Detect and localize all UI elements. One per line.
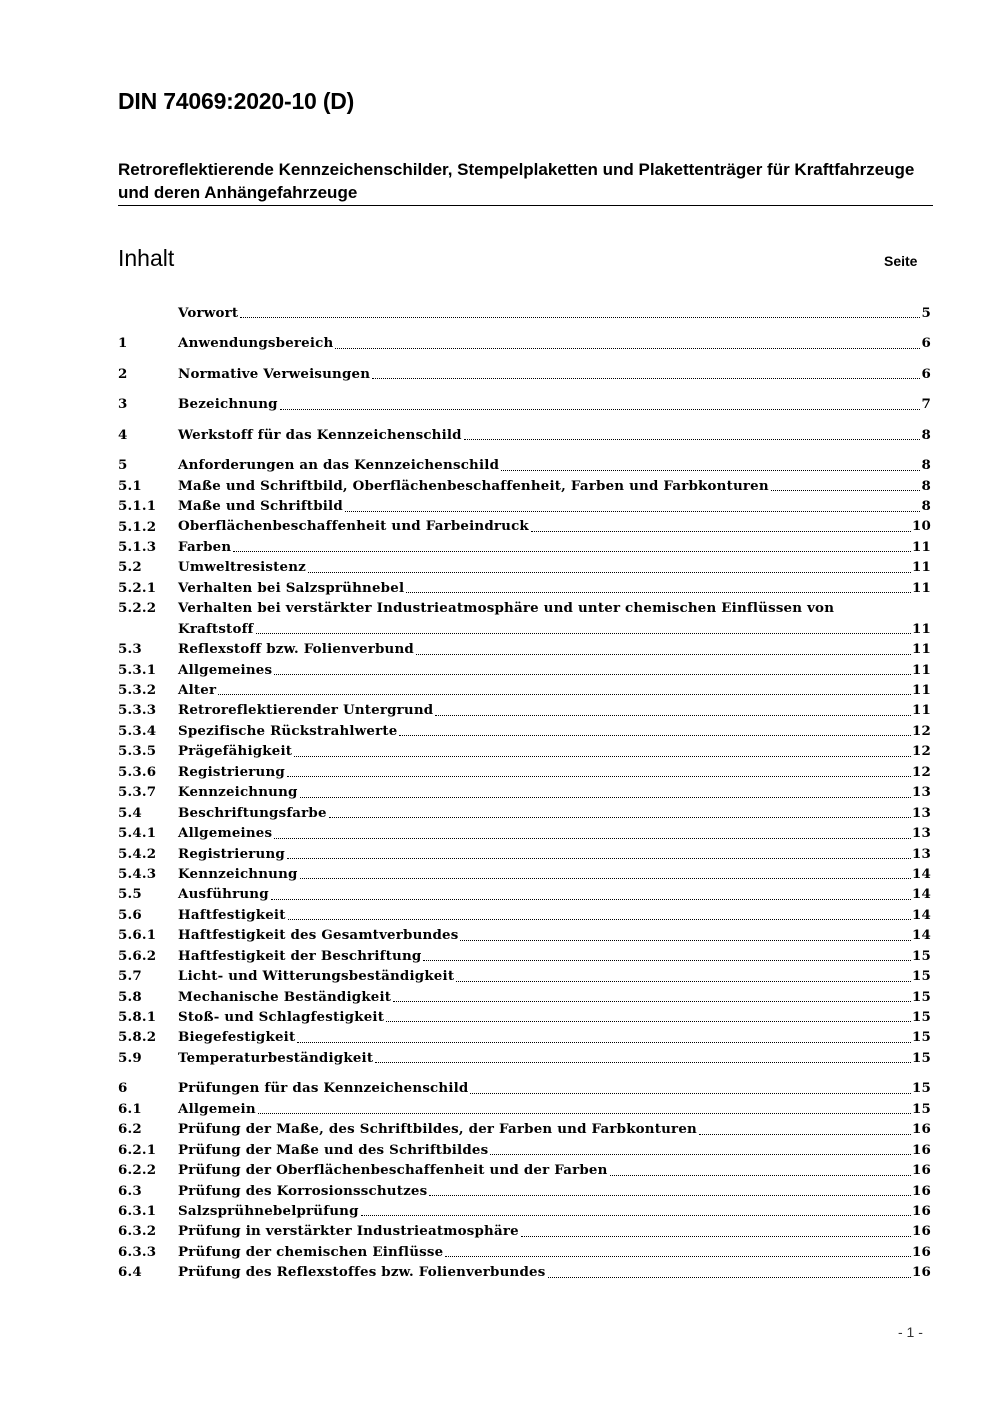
toc-entry[interactable] bbox=[118, 660, 931, 680]
toc-entry-body bbox=[178, 844, 931, 864]
toc-entry-title: Haftfestigkeit bbox=[178, 906, 286, 923]
document-subtitle: Retroreflektierende Kennzeichenschilder, Stempelplaketten und Plakettenträger für Kraftfahrzeuge und deren Anhängefahrzeuge bbox=[118, 160, 915, 202]
toc-entry[interactable] bbox=[118, 1140, 931, 1160]
toc-entry-title: Anwendungsbereich bbox=[178, 335, 334, 352]
toc-dot-leader bbox=[297, 1041, 911, 1043]
toc-entry-number: 5.1.3 bbox=[118, 538, 157, 555]
toc-dot-leader bbox=[501, 469, 920, 471]
toc-entry[interactable] bbox=[118, 925, 931, 945]
toc-entry-number: 5.6 bbox=[118, 906, 142, 923]
toc-entry-title: Haftfestigkeit des Gesamtverbundes bbox=[178, 927, 459, 944]
toc-entry-number: 5.9 bbox=[118, 1049, 142, 1066]
toc-entry-page: 11 bbox=[911, 538, 931, 555]
toc-entry-number: 5.1.2 bbox=[118, 518, 157, 535]
toc-entry[interactable] bbox=[118, 1078, 931, 1098]
toc-entry[interactable] bbox=[118, 762, 931, 782]
toc-entry[interactable] bbox=[118, 1262, 931, 1282]
toc-entry-page: 15 bbox=[911, 947, 931, 964]
toc-entry-title: Maße und Schriftbild bbox=[178, 498, 343, 515]
toc-dot-leader bbox=[258, 1112, 911, 1114]
toc-dot-leader bbox=[399, 734, 910, 736]
toc-entry-title: Licht- und Witterungsbeständigkeit bbox=[178, 968, 455, 985]
toc-entry[interactable] bbox=[118, 394, 931, 414]
toc-entry-body bbox=[178, 925, 931, 945]
toc-entry[interactable] bbox=[118, 1007, 931, 1027]
toc-entry-number: 5.4 bbox=[118, 804, 142, 821]
toc-entry-number: 5.3.7 bbox=[118, 784, 157, 801]
document-title: DIN 74069:2020-10 (D) bbox=[118, 88, 355, 114]
toc-entry-body bbox=[178, 557, 931, 577]
toc-entry-number: 3 bbox=[118, 396, 128, 413]
toc-entry-number: 6.3 bbox=[118, 1182, 142, 1199]
toc-entry-body bbox=[178, 884, 931, 904]
toc-entry-title: Registrierung bbox=[178, 763, 285, 780]
toc-dot-leader bbox=[240, 316, 920, 318]
toc-dot-leader bbox=[218, 693, 911, 695]
toc-entry-title: Prüfung in verstärkter Industrieatmosphäre bbox=[178, 1223, 519, 1240]
toc-dot-leader bbox=[464, 438, 921, 440]
toc-entry-number: 5.6.1 bbox=[118, 927, 157, 944]
toc-entry-number: 5.4.1 bbox=[118, 825, 157, 842]
toc-dot-leader bbox=[416, 653, 911, 655]
toc-entry[interactable] bbox=[118, 517, 931, 537]
toc-dot-leader bbox=[456, 980, 911, 982]
toc-entry-number: 6.2.1 bbox=[118, 1141, 157, 1158]
toc-entry-title: Retroreflektierender Untergrund bbox=[178, 702, 434, 719]
toc-entry-page: 16 bbox=[911, 1264, 931, 1281]
toc-entry-body bbox=[178, 700, 931, 720]
toc-dot-leader bbox=[294, 755, 911, 757]
toc-entry[interactable] bbox=[118, 496, 931, 516]
toc-entry-body bbox=[178, 1160, 931, 1180]
toc-dot-leader bbox=[393, 1000, 911, 1002]
toc-entry-body bbox=[178, 1221, 931, 1241]
toc-entry-page: 7 bbox=[921, 396, 931, 413]
toc-entry-number: 5 bbox=[118, 457, 128, 474]
toc-entry-number: 5.3.6 bbox=[118, 763, 157, 780]
toc-dot-leader bbox=[470, 1092, 910, 1094]
toc-dot-leader bbox=[490, 1153, 911, 1155]
toc-entry-title: Prüfung der chemischen Einflüsse bbox=[178, 1243, 444, 1260]
toc-entry-number: 6 bbox=[118, 1080, 128, 1097]
toc-entry[interactable] bbox=[118, 966, 931, 986]
toc-entry-body bbox=[178, 496, 931, 516]
toc-entry-body bbox=[178, 598, 931, 639]
page-number: - 1 - bbox=[898, 1324, 923, 1340]
toc-entry-title-continued: Kraftstoff bbox=[178, 620, 254, 637]
toc-entry-body bbox=[178, 578, 931, 598]
toc-entry[interactable] bbox=[118, 741, 931, 761]
toc-entry-body bbox=[178, 364, 931, 384]
toc-entry-title: Allgemeines bbox=[178, 825, 273, 842]
toc-entry-number: 5.5 bbox=[118, 886, 142, 903]
toc-entry[interactable] bbox=[118, 537, 931, 557]
toc-dot-leader bbox=[308, 571, 911, 573]
toc-entry-page: 11 bbox=[911, 620, 931, 637]
toc-entry[interactable] bbox=[118, 1119, 931, 1139]
toc-entry-body bbox=[178, 425, 931, 445]
toc-dot-leader bbox=[699, 1133, 911, 1135]
toc-dot-leader bbox=[771, 489, 921, 491]
toc-dot-leader bbox=[548, 1276, 911, 1278]
toc-entry[interactable] bbox=[118, 782, 931, 802]
toc-entry-page: 12 bbox=[911, 763, 931, 780]
toc-dot-leader bbox=[531, 530, 911, 532]
title-divider bbox=[118, 205, 933, 206]
toc-dot-leader bbox=[386, 1020, 911, 1022]
toc-entry-body bbox=[178, 762, 931, 782]
toc-entry-page: 8 bbox=[921, 457, 931, 474]
toc-entry-page: 10 bbox=[911, 518, 931, 535]
toc-entry-number: 5.3 bbox=[118, 641, 142, 658]
toc-entry-title: Reflexstoff bzw. Folienverbund bbox=[178, 641, 414, 658]
toc-entry-title: Haftfestigkeit der Beschriftung bbox=[178, 947, 422, 964]
toc-entry[interactable] bbox=[118, 864, 931, 884]
toc-entry-page: 8 bbox=[921, 477, 931, 494]
toc-entry-body bbox=[178, 537, 931, 557]
toc-entry-body bbox=[178, 303, 931, 323]
toc-entry-number: 5.2.2 bbox=[118, 600, 157, 617]
toc-entry[interactable] bbox=[118, 700, 931, 720]
toc-entry-title: Kennzeichnung bbox=[178, 784, 298, 801]
toc-entry-page: 16 bbox=[911, 1243, 931, 1260]
toc-entry-number: 5.8.2 bbox=[118, 1029, 157, 1046]
toc-entry-page: 15 bbox=[911, 1080, 931, 1097]
toc-entry-body bbox=[178, 394, 931, 414]
toc-entry-title: Maße und Schriftbild, Oberflächenbeschaffenheit, Farben und Farbkonturen bbox=[178, 477, 769, 494]
toc-entry-number: 5.2 bbox=[118, 559, 142, 576]
toc-entry-number: 5.6.2 bbox=[118, 947, 157, 964]
toc-entry[interactable] bbox=[118, 578, 931, 598]
toc-entry-page: 12 bbox=[911, 722, 931, 739]
toc-entry-number: 5.3.2 bbox=[118, 682, 157, 699]
toc-entry-body bbox=[178, 1027, 931, 1047]
toc-dot-leader bbox=[521, 1235, 911, 1237]
toc-entry-number: 6.2 bbox=[118, 1121, 142, 1138]
toc-entry-body bbox=[178, 1119, 931, 1139]
toc-entry-body bbox=[178, 1099, 931, 1119]
toc-entry-page: 13 bbox=[911, 784, 931, 801]
toc-dot-leader bbox=[460, 939, 910, 941]
toc-entry[interactable] bbox=[118, 1242, 931, 1262]
toc-entry[interactable] bbox=[118, 1099, 931, 1119]
toc-entry-title: Prüfung der Maße, des Schriftbildes, der Farben und Farbkonturen bbox=[178, 1121, 697, 1138]
toc-entry-body bbox=[178, 803, 931, 823]
toc-entry-page: 14 bbox=[911, 906, 931, 923]
toc-entry[interactable] bbox=[118, 946, 931, 966]
toc-entry-page: 16 bbox=[911, 1202, 931, 1219]
toc-entry-number: 5.3.1 bbox=[118, 661, 157, 678]
toc-entry-body bbox=[178, 864, 931, 884]
toc-dot-leader bbox=[300, 877, 911, 879]
toc-dot-leader bbox=[361, 1214, 911, 1216]
toc-heading: Inhalt bbox=[118, 245, 175, 271]
toc-entry-number: 6.3.2 bbox=[118, 1223, 157, 1240]
toc-entry-body bbox=[178, 966, 931, 986]
toc-entry-line-1 bbox=[178, 598, 931, 618]
toc-entry-page: 15 bbox=[911, 988, 931, 1005]
toc-entry-page: 16 bbox=[911, 1223, 931, 1240]
toc-dot-leader bbox=[274, 673, 911, 675]
toc-entry[interactable] bbox=[118, 476, 931, 496]
toc-entry[interactable] bbox=[118, 884, 931, 904]
toc-entry-page: 11 bbox=[911, 661, 931, 678]
toc-entry-page: 16 bbox=[911, 1182, 931, 1199]
toc-entry-body bbox=[178, 721, 931, 741]
toc-entry[interactable] bbox=[118, 1048, 931, 1068]
toc-dot-leader bbox=[406, 591, 911, 593]
toc-entry-page: 11 bbox=[911, 641, 931, 658]
toc-entry-title: Alter bbox=[178, 682, 217, 698]
toc-dot-leader bbox=[445, 1255, 911, 1257]
toc-entry-title: Anforderungen an das Kennzeichenschild bbox=[178, 457, 500, 474]
toc-entry-page: 12 bbox=[911, 743, 931, 760]
toc-entry-body bbox=[178, 1181, 931, 1201]
toc-entry-number: 5.3.5 bbox=[118, 743, 157, 760]
toc-entry-body bbox=[178, 639, 931, 659]
toc-entry-number: 5.7 bbox=[118, 968, 142, 985]
toc-dot-leader bbox=[287, 857, 911, 859]
toc-entry-page: 14 bbox=[911, 927, 931, 944]
toc-entry-page: 8 bbox=[921, 498, 931, 515]
toc-entry-page: 13 bbox=[911, 825, 931, 842]
toc-entry-page: 13 bbox=[911, 804, 931, 821]
toc-entry[interactable] bbox=[118, 1181, 931, 1201]
toc-entry-number: 5.1.1 bbox=[118, 498, 157, 515]
toc-entry-title: Biegefestigkeit bbox=[178, 1029, 296, 1046]
toc-entry-title: Oberflächenbeschaffenheit und Farbeindruck bbox=[178, 518, 529, 535]
toc-dot-leader bbox=[329, 816, 911, 818]
toc-entry[interactable] bbox=[118, 721, 931, 741]
toc-entry-body bbox=[178, 516, 931, 536]
toc-dot-leader bbox=[256, 632, 911, 634]
toc-entry-title: Mechanische Beständigkeit bbox=[178, 988, 392, 1005]
toc-entry-page: 15 bbox=[911, 1029, 931, 1046]
toc-entry-body bbox=[178, 741, 931, 761]
toc-entry-page: 15 bbox=[911, 968, 931, 985]
toc-entry[interactable] bbox=[118, 823, 931, 843]
toc-entry[interactable] bbox=[118, 1201, 931, 1221]
toc-entry-page: 11 bbox=[911, 682, 931, 698]
toc-entry[interactable] bbox=[118, 639, 931, 659]
toc-entry-number: 5.8 bbox=[118, 988, 142, 1005]
toc-entry[interactable] bbox=[118, 905, 931, 925]
toc-entry-body bbox=[178, 1048, 931, 1068]
toc-entry-title: Prüfungen für das Kennzeichenschild bbox=[178, 1080, 469, 1097]
toc-entry-page: 14 bbox=[911, 865, 931, 882]
table-of-contents bbox=[118, 303, 931, 1283]
toc-dot-leader bbox=[287, 775, 911, 777]
toc-dot-leader bbox=[610, 1174, 911, 1176]
toc-entry[interactable] bbox=[118, 987, 931, 1007]
toc-entry-title: Ausführung bbox=[178, 886, 269, 903]
toc-entry-number: 2 bbox=[118, 365, 128, 382]
toc-dot-leader bbox=[300, 796, 911, 798]
toc-entry-page: 15 bbox=[911, 1049, 931, 1066]
toc-entry-body bbox=[178, 1262, 931, 1282]
toc-entry-title: Prüfung des Reflexstoffes bzw. Folienverbundes bbox=[178, 1264, 546, 1281]
toc-dot-leader bbox=[345, 510, 921, 512]
toc-entry-body bbox=[178, 946, 931, 966]
toc-dot-leader bbox=[274, 837, 911, 839]
toc-entry-number: 4 bbox=[118, 426, 128, 443]
toc-entry-body bbox=[178, 987, 931, 1007]
toc-entry-title: Temperaturbeständigkeit bbox=[178, 1049, 374, 1066]
toc-entry-number: 6.2.2 bbox=[118, 1162, 157, 1179]
toc-entry-number: 5.3.3 bbox=[118, 702, 157, 719]
toc-entry[interactable] bbox=[118, 455, 931, 475]
toc-entry-page: 13 bbox=[911, 845, 931, 862]
toc-entry-number: 6.3.3 bbox=[118, 1243, 157, 1260]
toc-entry-page: 15 bbox=[911, 1100, 931, 1117]
toc-entry-title: Kennzeichnung bbox=[178, 865, 298, 882]
toc-entry-title: Spezifische Rückstrahlwerte bbox=[178, 722, 398, 739]
toc-entry[interactable] bbox=[118, 1160, 931, 1180]
toc-entry-page: 14 bbox=[911, 886, 931, 903]
toc-entry-body bbox=[178, 660, 931, 680]
toc-entry-title: Registrierung bbox=[178, 845, 285, 862]
toc-entry-title: Umweltresistenz bbox=[178, 559, 306, 576]
toc-dot-leader bbox=[435, 714, 911, 716]
toc-dot-leader bbox=[372, 377, 920, 379]
toc-entry-title: Werkstoff für das Kennzeichenschild bbox=[178, 426, 462, 443]
toc-entry-number: 5.1 bbox=[118, 477, 142, 494]
toc-entry-title: Bezeichnung bbox=[178, 396, 278, 413]
toc-entry-page: 16 bbox=[911, 1121, 931, 1138]
toc-entry-page: 16 bbox=[911, 1162, 931, 1179]
toc-entry-body bbox=[178, 1140, 931, 1160]
toc-entry-title: Beschriftungsfarbe bbox=[178, 804, 327, 821]
toc-entry-page: 11 bbox=[911, 702, 931, 719]
toc-entry-title: Prägefähigkeit bbox=[178, 743, 293, 760]
toc-dot-leader bbox=[288, 918, 911, 920]
toc-entry-body bbox=[178, 905, 931, 925]
toc-entry-body bbox=[178, 1201, 931, 1221]
toc-entry-title: Allgemeines bbox=[178, 661, 273, 678]
toc-entry-page: 11 bbox=[911, 559, 931, 576]
toc-entry[interactable] bbox=[118, 1027, 931, 1047]
toc-page-column-label: Seite bbox=[884, 253, 918, 269]
toc-entry-title: Allgemein bbox=[178, 1100, 256, 1117]
toc-entry[interactable] bbox=[118, 803, 931, 823]
toc-entry-number: 6.1 bbox=[118, 1100, 142, 1117]
toc-entry-number: 5.3.4 bbox=[118, 722, 157, 739]
toc-entry[interactable] bbox=[118, 680, 931, 700]
toc-dot-leader bbox=[429, 1194, 911, 1196]
toc-entry-title: Verhalten bei Salzsprühnebel bbox=[178, 579, 405, 596]
toc-entry-page: 6 bbox=[921, 365, 931, 382]
toc-entry-number: 5.4.3 bbox=[118, 865, 157, 882]
toc-entry[interactable] bbox=[118, 557, 931, 577]
toc-entry-body bbox=[178, 1007, 931, 1027]
toc-entry-page: 8 bbox=[921, 426, 931, 443]
toc-entry-body bbox=[178, 680, 931, 700]
toc-entry-page: 5 bbox=[921, 304, 931, 321]
toc-entry[interactable] bbox=[118, 598, 931, 639]
toc-entry-number: 5.8.1 bbox=[118, 1009, 157, 1026]
toc-dot-leader bbox=[271, 898, 911, 900]
toc-entry-body bbox=[178, 1242, 931, 1262]
toc-dot-leader bbox=[335, 347, 920, 349]
toc-entry-title: Prüfung der Oberflächenbeschaffenheit und der Farben bbox=[178, 1162, 608, 1179]
toc-entry-title: Normative Verweisungen bbox=[178, 365, 371, 382]
toc-entry-number: 6.3.1 bbox=[118, 1202, 157, 1219]
toc-entry-page: 11 bbox=[911, 579, 931, 596]
toc-entry-page: 16 bbox=[911, 1141, 931, 1158]
toc-entry-title: Stoß- und Schlagfestigkeit bbox=[178, 1009, 385, 1025]
toc-entry-body bbox=[178, 1078, 931, 1098]
toc-entry-body bbox=[178, 455, 931, 475]
toc-dot-leader bbox=[423, 959, 911, 961]
toc-entry-body bbox=[178, 476, 931, 496]
toc-entry[interactable] bbox=[118, 1221, 931, 1241]
toc-entry-body bbox=[178, 823, 931, 843]
toc-entry[interactable] bbox=[118, 425, 931, 445]
toc-entry-number: 6.4 bbox=[118, 1264, 142, 1281]
toc-entry-title: Farben bbox=[178, 538, 232, 555]
toc-entry-number: 5.2.1 bbox=[118, 579, 157, 596]
toc-entry-number: 1 bbox=[118, 335, 128, 352]
toc-entry[interactable] bbox=[118, 364, 931, 384]
toc-entry-body bbox=[178, 782, 931, 802]
toc-entry-body bbox=[178, 333, 931, 353]
toc-entry-page: 6 bbox=[921, 335, 931, 352]
toc-entry-page: 15 bbox=[911, 1009, 931, 1025]
toc-entry[interactable] bbox=[118, 333, 931, 353]
toc-entry-line-2 bbox=[178, 619, 931, 639]
toc-entry-title: Vorwort bbox=[178, 304, 239, 321]
toc-dot-leader bbox=[233, 550, 911, 552]
toc-entry[interactable] bbox=[118, 844, 931, 864]
toc-entry-title: Salzsprühnebelprüfung bbox=[178, 1202, 359, 1219]
toc-entry-title: Verhalten bei verstärkter Industrieatmosphäre und unter chemischen Einflüssen von bbox=[178, 600, 835, 617]
toc-entry-title: Prüfung der Maße und des Schriftbildes bbox=[178, 1141, 489, 1158]
toc-dot-leader bbox=[280, 408, 921, 410]
toc-entry-title: Prüfung des Korrosionsschutzes bbox=[178, 1182, 428, 1199]
toc-dot-leader bbox=[375, 1061, 911, 1063]
toc-entry[interactable] bbox=[118, 303, 931, 323]
toc-entry-number: 5.4.2 bbox=[118, 845, 157, 862]
